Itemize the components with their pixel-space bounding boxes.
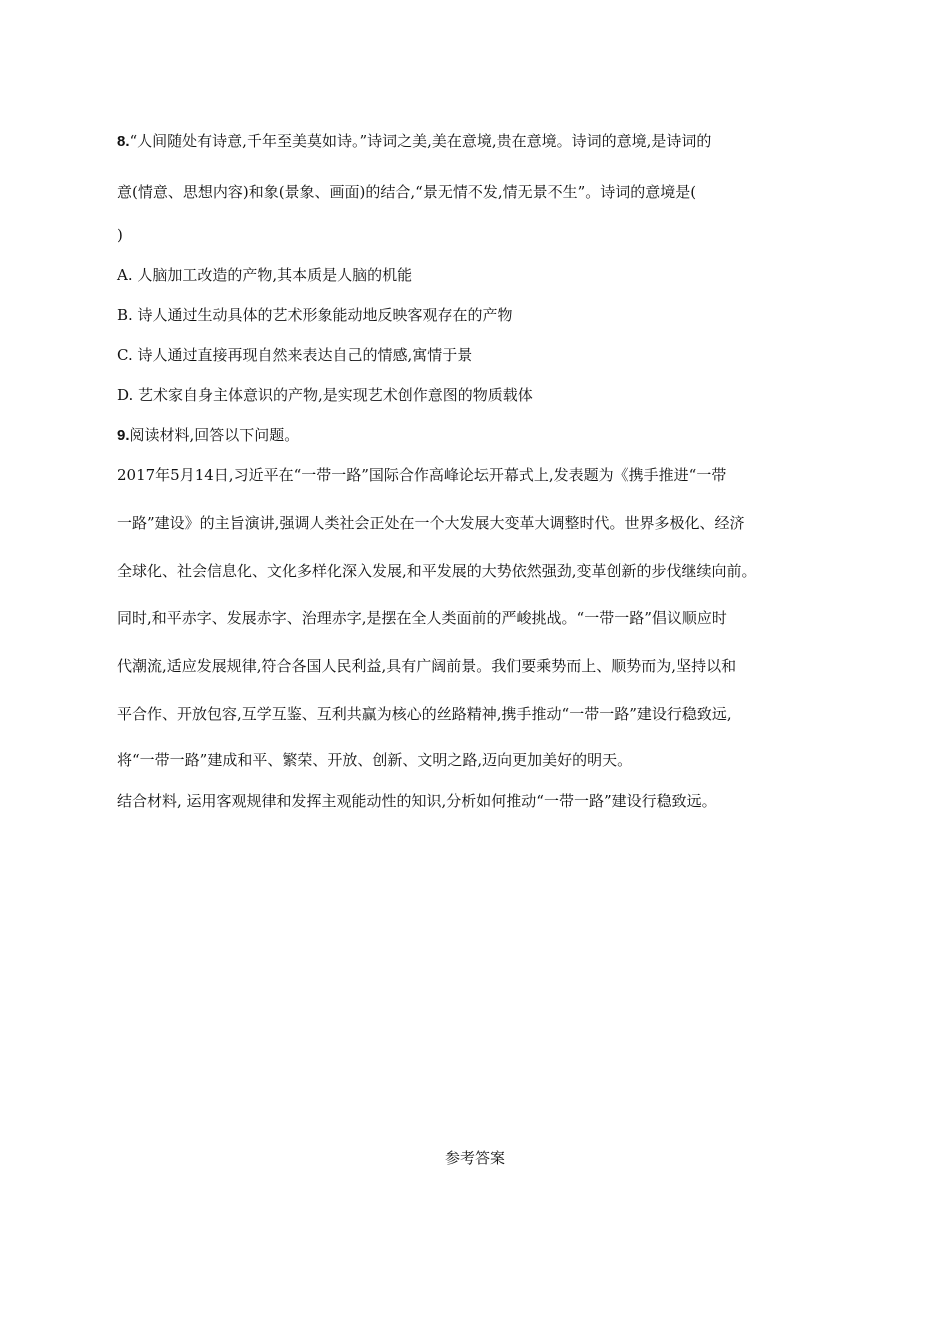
- q9-material-line: 同时,和平赤字、发展赤字、治理赤字,是摆在全人类面前的严峻挑战。“一带一路”倡议顺应时: [117, 609, 727, 627]
- answer-heading: 参考答案: [444, 1149, 505, 1167]
- q8-option-b: B. 诗人通过生动具体的艺术形象能动地反映客观存在的产物: [117, 306, 513, 324]
- q8-number: 8.: [117, 133, 130, 150]
- q8-line-2: 意(情意、思想内容)和象(景象、画面)的结合,“景无情不发,情无景不生”。诗词的意境是(: [117, 183, 697, 201]
- q9-material-line: 将“一带一路”建成和平、繁荣、开放、创新、文明之路,迈向更加美好的明天。: [117, 751, 633, 769]
- q9-number: 9.: [117, 427, 130, 444]
- q9-material-line: 平合作、开放包容,互学互鉴、互利共赢为核心的丝路精神,携手推动“一带一路”建设行稳致远,: [117, 705, 732, 723]
- q8-line-3: ): [117, 226, 123, 244]
- q9-material-line: 全球化、社会信息化、文化多样化深入发展,和平发展的大势依然强劲,变革创新的步伐继续向前。: [117, 562, 757, 580]
- q8-option-a: A. 人脑加工改造的产物,其本质是人脑的机能: [117, 266, 413, 284]
- q8-option-c: C. 诗人通过直接再现自然来表达自己的情感,寓情于景: [117, 346, 473, 364]
- q9-question: 结合材料, 运用客观规律和发挥主观能动性的知识,分析如何推动“一带一路”建设行稳致远。: [117, 792, 717, 810]
- q9-material-line: 2017年5月14日,习近平在“一带一路”国际合作高峰论坛开幕式上,发表题为《携手推进“一带: [117, 466, 727, 484]
- q8-line-1: [117, 131, 711, 152]
- q9-prompt-line: [117, 425, 299, 446]
- q9-material-line: 代潮流,适应发展规律,符合各国人民利益,具有广阔前景。我们要乘势而上、顺势而为,坚持以和: [117, 657, 737, 675]
- q9-material-line: 一路”建设》的主旨演讲,强调人类社会正处在一个大发展大变革大调整时代。世界多极化、经济: [117, 514, 745, 532]
- q8-option-d: D. 艺术家自身主体意识的产物,是实现艺术创作意图的物质载体: [117, 386, 533, 404]
- q8-stem-1: “人间随处有诗意,千年至美莫如诗。”诗词之美,美在意境,贵在意境。诗词的意境,是诗词的: [129, 132, 712, 150]
- q9-prompt: 阅读材料,回答以下问题。: [129, 426, 300, 444]
